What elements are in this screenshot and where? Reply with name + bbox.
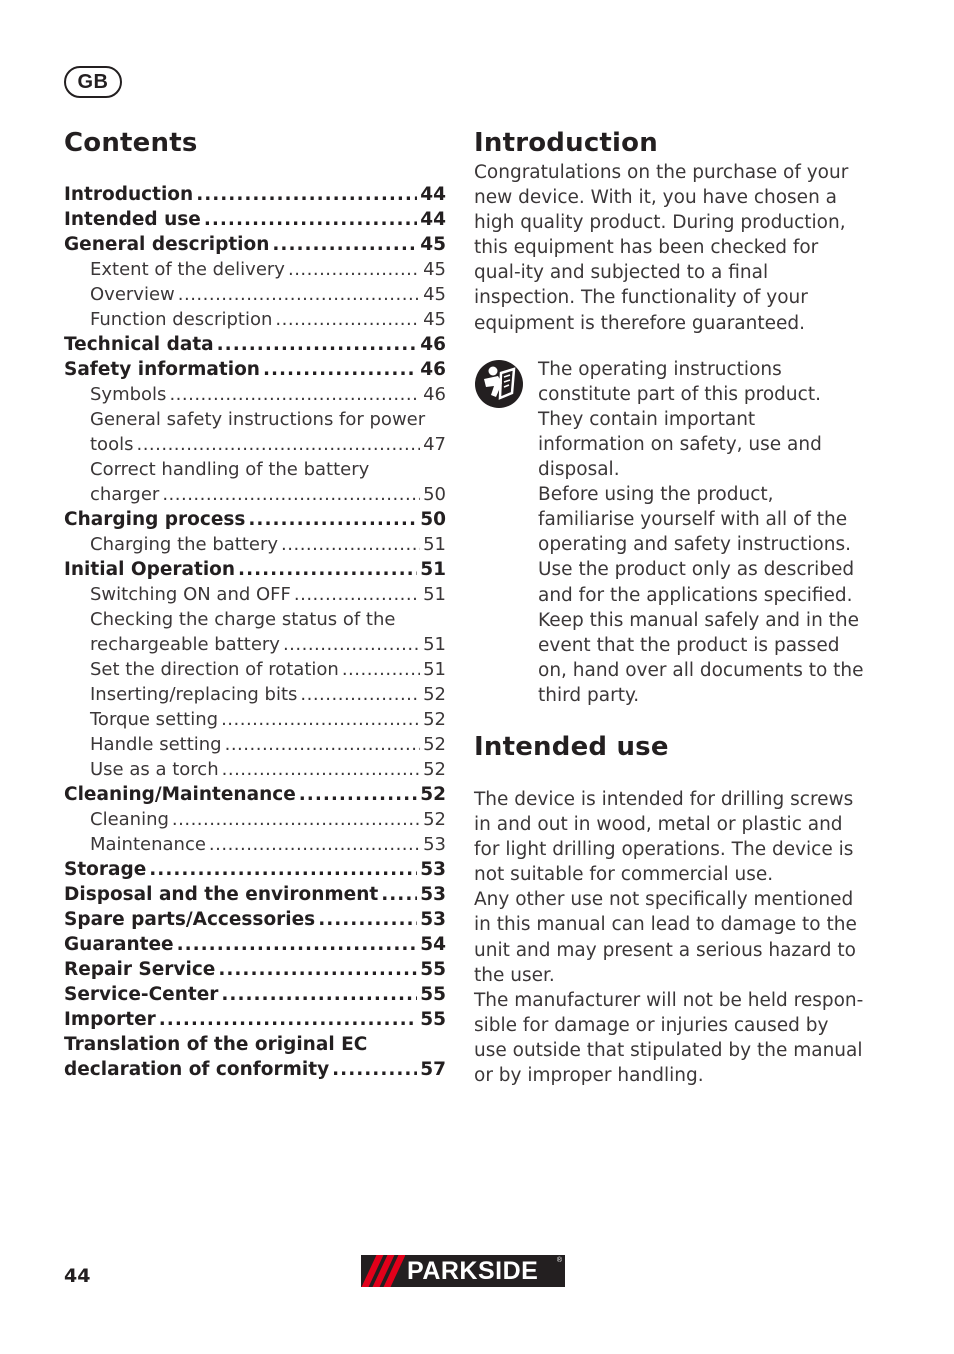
toc-entry-page: 50 <box>423 484 446 505</box>
notice-text-2: Before using the product, familiarise yourself with all of the operating and safety instructions. Use the product only as described and for the applications specified. Keep this manual safely and in the event that the product is passed on, hand over all documents to the third party. <box>538 484 864 706</box>
toc-entry-page: 51 <box>423 634 446 655</box>
toc-entry-page: 45 <box>423 284 446 305</box>
toc-entry-label: Switching ON and OFF <box>90 584 291 605</box>
toc-leader-dots <box>300 682 420 707</box>
toc-leader-dots <box>318 907 417 932</box>
toc-entry[interactable] <box>64 182 446 207</box>
toc-entry[interactable] <box>64 1057 446 1082</box>
page-number: 44 <box>64 1265 91 1287</box>
toc-entry-page: 51 <box>420 559 446 580</box>
toc-entry-page: 44 <box>420 184 446 205</box>
toc-entry-page: 44 <box>420 209 446 230</box>
toc-entry-label: General description <box>64 234 270 255</box>
toc-leader-dots <box>288 257 420 282</box>
toc-leader-dots <box>159 1007 417 1032</box>
toc-leader-dots <box>136 432 420 457</box>
toc-entry-label: Charging the battery <box>90 534 279 555</box>
toc-entry-label: Set the direction of rotation <box>90 659 339 680</box>
toc-entry-page: 53 <box>423 834 446 855</box>
toc-entry-page: 57 <box>420 1059 446 1080</box>
toc-entry[interactable] <box>64 757 446 782</box>
logo-wordmark: PARKSIDE <box>407 1256 539 1285</box>
toc-entry-label: charger <box>90 484 160 505</box>
toc-entry-label: Technical data <box>64 334 214 355</box>
toc-leader-dots <box>149 857 417 882</box>
toc-entry[interactable] <box>64 707 446 732</box>
toc-entry[interactable] <box>64 507 446 532</box>
toc-entry-label: Cleaning/Maintenance <box>64 784 296 805</box>
toc-entry[interactable] <box>64 982 446 1007</box>
toc-entry[interactable] <box>64 782 446 807</box>
toc-leader-dots <box>281 532 420 557</box>
toc-entry-label: Symbols <box>90 384 167 405</box>
table-of-contents <box>64 182 446 1082</box>
toc-entry-label: Inserting/replacing bits <box>90 684 298 705</box>
toc-entry-page: 46 <box>420 359 446 380</box>
toc-entry[interactable] <box>64 732 446 757</box>
toc-entry[interactable] <box>64 882 446 907</box>
toc-entry-line: Correct handling of the battery <box>90 459 370 480</box>
toc-leader-dots <box>178 282 420 307</box>
toc-entry-label: Extent of the delivery <box>90 259 285 280</box>
toc-leader-dots <box>169 382 420 407</box>
toc-leader-dots <box>204 207 417 232</box>
toc-entry-label: Overview <box>90 284 175 305</box>
toc-entry-page: 53 <box>420 884 446 905</box>
toc-entry-line: General safety instructions for power <box>90 409 426 430</box>
contents-heading: Contents <box>64 128 198 158</box>
toc-leader-dots <box>177 932 418 957</box>
toc-entry[interactable] <box>64 207 446 232</box>
intended-use-paragraph-2: Any other use not specifically mentioned in this manual can lead to damage to the unit and may present a serious hazard to the user. <box>474 889 857 986</box>
toc-entry-page: 45 <box>423 309 446 330</box>
intended-use-paragraph-3: The manufacturer will not be held respon-sible for damage or injuries caused by use outside that stipulated by the manual or by improper handling. <box>474 989 864 1086</box>
toc-leader-dots <box>342 657 420 682</box>
toc-entry[interactable] <box>64 332 446 357</box>
toc-leader-dots <box>221 707 420 732</box>
toc-entry-label: Maintenance <box>90 834 206 855</box>
toc-entry-page: 51 <box>423 534 446 555</box>
toc-entry[interactable] <box>64 682 446 707</box>
toc-entry-label: Disposal and the environment <box>64 884 379 905</box>
language-badge: GB <box>64 66 122 98</box>
toc-entry-label: Guarantee <box>64 934 174 955</box>
toc-entry-label: Initial Operation <box>64 559 236 580</box>
toc-leader-dots <box>238 557 417 582</box>
toc-entry[interactable] <box>64 857 446 882</box>
toc-entry-label: Spare parts/Accessories <box>64 909 316 930</box>
intended-use-body <box>474 787 869 1088</box>
toc-entry[interactable] <box>64 357 446 382</box>
toc-leader-dots <box>332 1057 417 1082</box>
toc-entry-label: Handle setting <box>90 734 222 755</box>
toc-entry[interactable] <box>64 557 446 582</box>
toc-leader-dots <box>294 582 420 607</box>
toc-leader-dots <box>196 182 417 207</box>
toc-entry-page: 54 <box>420 934 446 955</box>
toc-entry-label: tools <box>90 434 134 455</box>
toc-entry[interactable] <box>64 307 446 332</box>
introduction-paragraph: Congratulations on the purchase of your new device. With it, you have chosen a high quality product. During production, this equipment has been checked for qual-ity and subjected to a final inspection. The functionality of your equipment is therefore guaranteed. <box>474 162 849 334</box>
toc-entry-page: 52 <box>423 709 446 730</box>
toc-entry-label: Introduction <box>64 184 194 205</box>
toc-entry-line: Checking the charge status of the <box>90 609 396 630</box>
toc-entry-label: Charging process <box>64 509 246 530</box>
toc-entry[interactable] <box>64 1007 446 1032</box>
toc-leader-dots <box>248 507 417 532</box>
text-column <box>474 126 869 1088</box>
toc-entry-page: 45 <box>423 259 446 280</box>
toc-entry[interactable] <box>64 532 446 557</box>
toc-leader-dots <box>299 782 417 807</box>
toc-entry[interactable] <box>64 932 446 957</box>
manual-notice <box>474 357 869 708</box>
toc-leader-dots <box>263 357 417 382</box>
registered-mark: ® <box>556 1257 562 1264</box>
toc-entry-label: Repair Service <box>64 959 216 980</box>
toc-entry-page: 52 <box>423 809 446 830</box>
toc-entry[interactable] <box>64 832 446 857</box>
toc-entry-line: Translation of the original EC <box>64 1034 368 1055</box>
intended-use-paragraph-1: The device is intended for drilling screws in and out in wood, metal or plastic and for light drilling operations. The device is not suitable for commercial use. <box>474 788 854 886</box>
toc-leader-dots <box>222 757 420 782</box>
contents-column <box>64 126 446 1082</box>
toc-entry-page: 55 <box>420 959 446 980</box>
toc-entry-page: 52 <box>420 784 446 805</box>
toc-entry-page: 52 <box>423 734 446 755</box>
toc-entry[interactable] <box>64 957 446 982</box>
toc-entry-page: 53 <box>420 909 446 930</box>
logo-slashes-icon <box>361 1255 405 1287</box>
toc-entry-page: 55 <box>420 1009 446 1030</box>
toc-entry-page: 52 <box>423 759 446 780</box>
toc-entry[interactable] <box>64 382 446 407</box>
toc-entry-label: Intended use <box>64 209 201 230</box>
toc-leader-dots <box>272 232 417 257</box>
parkside-logo <box>361 1255 565 1287</box>
toc-leader-dots <box>162 482 420 507</box>
toc-entry-page: 51 <box>423 584 446 605</box>
toc-entry-page: 47 <box>423 434 446 455</box>
toc-entry-page: 53 <box>420 859 446 880</box>
toc-leader-dots <box>275 307 420 332</box>
toc-entry-label: Cleaning <box>90 809 169 830</box>
toc-entry[interactable] <box>64 907 446 932</box>
toc-entry[interactable] <box>64 582 446 607</box>
toc-entry[interactable] <box>64 257 446 282</box>
toc-entry[interactable] <box>64 432 446 457</box>
toc-entry-page: 51 <box>423 659 446 680</box>
toc-entry[interactable] <box>64 282 446 307</box>
toc-entry-label: rechargeable battery <box>90 634 280 655</box>
introduction-heading: Introduction <box>474 128 658 158</box>
toc-entry[interactable] <box>64 807 446 832</box>
toc-entry-page: 45 <box>420 234 446 255</box>
toc-entry-label: declaration of conformity <box>64 1059 330 1080</box>
toc-leader-dots <box>209 832 420 857</box>
toc-entry-page: 46 <box>423 384 446 405</box>
toc-entry-label: Safety information <box>64 359 260 380</box>
read-manual-icon <box>474 359 524 409</box>
toc-entry-page: 52 <box>423 684 446 705</box>
toc-leader-dots <box>217 332 418 357</box>
toc-entry-page: 55 <box>420 984 446 1005</box>
intended-use-heading: Intended use <box>474 731 669 762</box>
notice-text-1: The operating instructions constitute part of this product. They contain important information on safety, use and disposal. <box>538 358 822 481</box>
toc-entry[interactable] <box>64 657 446 682</box>
toc-entry-label: Importer <box>64 1009 156 1030</box>
toc-entry-label: Use as a torch <box>90 759 219 780</box>
toc-entry-page: 46 <box>420 334 446 355</box>
toc-entry-label: Function description <box>90 309 273 330</box>
toc-leader-dots <box>172 807 420 832</box>
toc-entry[interactable] <box>64 632 446 657</box>
toc-leader-dots <box>225 732 420 757</box>
toc-entry-label: Storage <box>64 859 147 880</box>
toc-leader-dots <box>218 957 417 982</box>
toc-entry-label: Torque setting <box>90 709 219 730</box>
toc-entry[interactable] <box>64 482 446 507</box>
toc-entry-label: Service-Center <box>64 984 219 1005</box>
toc-leader-dots <box>221 982 417 1007</box>
toc-entry-page: 50 <box>420 509 446 530</box>
toc-entry[interactable] <box>64 232 446 257</box>
toc-leader-dots <box>381 882 417 907</box>
toc-leader-dots <box>283 632 420 657</box>
